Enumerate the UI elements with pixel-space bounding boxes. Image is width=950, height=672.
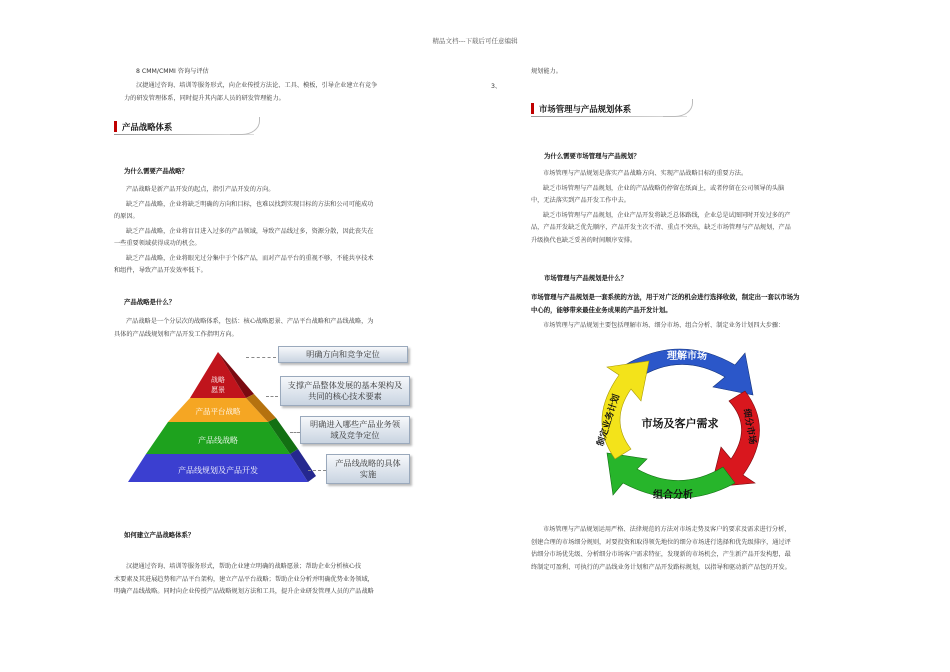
cycle-center-label: 市场及客户需求 — [641, 417, 719, 430]
section-marker — [114, 121, 117, 132]
connector-1 — [246, 357, 276, 358]
why-line-4: 缺乏产品战略，企业将盲目进入过多的产品领域，导致产品线过多，资源分散，因此丧失在 — [126, 227, 374, 235]
connector-4 — [308, 470, 326, 471]
section-number: 3、 — [491, 83, 502, 90]
why-market-line-4: 缺乏市场管理与产品规划，企业产品开发将缺乏总体路线，企业总是试图同时开发过多的产 — [543, 211, 791, 219]
market-cycle-diagram — [585, 335, 775, 510]
pyramid-label-platform: 产品平台战略 — [195, 407, 241, 416]
pyramid-label-productline: 产品线战略 — [198, 436, 238, 445]
how-line-3: 明确产品线战略。同时向企业传授产品战略规划方法和工具，提升企业研发管理人员的产品战略 — [114, 588, 374, 595]
intro-line-1: 汉捷通过咨询、培训等服务形式，向企业传授方法论、工具、模板，引导企业建立有竞争 — [136, 82, 378, 89]
what-line-1: 产品战略是一个分层次的战略体系，包括：核心战略愿景、产品平台战略和产品线战略，为 — [126, 318, 374, 325]
section-title-market-management — [531, 101, 687, 117]
why-market-line-2: 缺乏市场管理与产品规划，企业的产品战略仍停留在纸面上，或者停留在公司领导的头脑 — [543, 184, 785, 192]
section-title-text: 产品战略体系 — [122, 122, 173, 132]
intro-line-2: 力的研发管理体系，同时提升其内部人员的研发管理能力。 — [124, 94, 285, 102]
why-line-6: 缺乏产品战略，企业将眼光过分集中于个体产品，而对产品平台的重视不够，不能共享技术 — [126, 254, 374, 262]
how-product-strategy-heading: 如何建立产品战略体系？ — [124, 531, 195, 539]
pyramid-label-vision-2: 愿景 — [211, 386, 225, 394]
how-line-2: 术要素及其进展趋势和产品平台架构，建立产品平台战略；帮助企业分析并明确优势业务领域， — [114, 575, 374, 583]
strategy-pyramid — [118, 342, 318, 492]
steps-line: 市场管理与产品规划主要包括理解市场、细分市场、组合分析、制定业务计划四大步骤： — [543, 322, 785, 329]
section-marker — [531, 103, 534, 114]
bottom-line-2: 创建合理的市场细分规则，对要投资和取得领先地位的细分市场进行选择和优先级排序，通过评 — [531, 538, 791, 546]
why-market-line-3: 中，无法落实到产品开发工作中去。 — [531, 197, 630, 204]
bottom-line-3: 估细分市场优先级、分析细分市场客户需求特征，发现新的市场机会，产生新产品开发构想，最 — [531, 551, 791, 558]
page-header: 精品文档---下载后可任意编辑 — [432, 37, 518, 45]
cycle-label-business-plan: 制定业务计划 — [595, 393, 623, 448]
continued-text: 规划能力。 — [531, 68, 562, 75]
why-market-line-6: 升级换代也缺乏妥善的时间顺序安排。 — [531, 236, 637, 244]
bottom-line-4: 终制定可盈利、可执行的产品线业务计划和产品开发路标规划，以指导和驱动新产品包的开发。 — [531, 563, 791, 571]
what-market-bold-2: 中心的，能够带来最佳业务成果的产品开发计划。 — [531, 305, 672, 314]
cycle-label-portfolio-analysis: 组合分析 — [653, 490, 693, 501]
item-8-heading: 8 CMM/CMMI 咨询与评估 — [136, 68, 209, 75]
connector-3 — [290, 432, 300, 433]
why-line-3: 的原因。 — [114, 213, 139, 220]
pyramid-desc-box-1: 明确方向和竞争定位 — [278, 346, 408, 363]
what-line-2: 具体的产品线规划和产品开发工作指明方向。 — [114, 330, 238, 338]
why-line-1: 产品战略是新产品开发的起点，指引产品开发的方向。 — [126, 186, 275, 193]
why-line-7: 和组件，导致产品开发效率低下。 — [114, 267, 207, 274]
why-market-heading: 为什么需要市场管理与产品规划？ — [544, 152, 640, 160]
pyramid-desc-box-2: 支撑产品整体发展的基本架构及共同的核心技术要素 — [280, 376, 410, 406]
pyramid-desc-box-4: 产品线战略的具体实施 — [326, 454, 410, 484]
how-line-1: 汉捷通过咨询、培训等服务形式，帮助企业建立明确的战略愿景；帮助企业分析核心技 — [126, 563, 362, 570]
section-title-text: 市场管理与产品规划体系 — [539, 104, 632, 114]
why-market-line-1: 市场管理与产品规划是落实产品战略方向、实现产品战略目标的重要方法。 — [543, 170, 748, 177]
cycle-label-understand-market: 理解市场 — [667, 351, 707, 362]
why-line-5: 一些重要领域获得成功的机会。 — [114, 240, 201, 247]
connector-2 — [266, 396, 278, 397]
why-product-strategy-heading: 为什么需要产品战略？ — [124, 167, 188, 175]
cycle-label-segment-market: 细分市场 — [740, 408, 758, 446]
what-market-bold-1: 市场管理与产品规划是一套系统的方法，用于对广泛的机会进行选择收敛，制定出一套以市场为 — [531, 293, 800, 301]
pyramid-label-planning: 产品线规划及产品开发 — [178, 466, 258, 475]
bottom-line-1: 市场管理与产品规划运用严格、法律规范的方法对市场走势及客户的要求及需求进行分析， — [543, 526, 791, 533]
pyramid-label-vision-1: 战略 — [211, 376, 225, 384]
why-line-2: 缺乏产品战略，企业将缺乏明确的方向和目标，也难以找到实现目标的方法和公司可能成功 — [126, 200, 374, 208]
section-title-product-strategy — [114, 119, 254, 135]
what-product-strategy-heading: 产品战略是什么？ — [124, 298, 176, 306]
what-market-heading: 市场管理与产品规划是什么？ — [544, 274, 628, 282]
why-market-line-5: 品，产品开发缺乏优先顺序，产品开发主次不清、重点不突出，缺乏市场管理与产品规划，产品 — [531, 224, 791, 231]
pyramid-desc-box-3: 明确进入哪些产品业务领域及竞争定位 — [300, 416, 410, 444]
